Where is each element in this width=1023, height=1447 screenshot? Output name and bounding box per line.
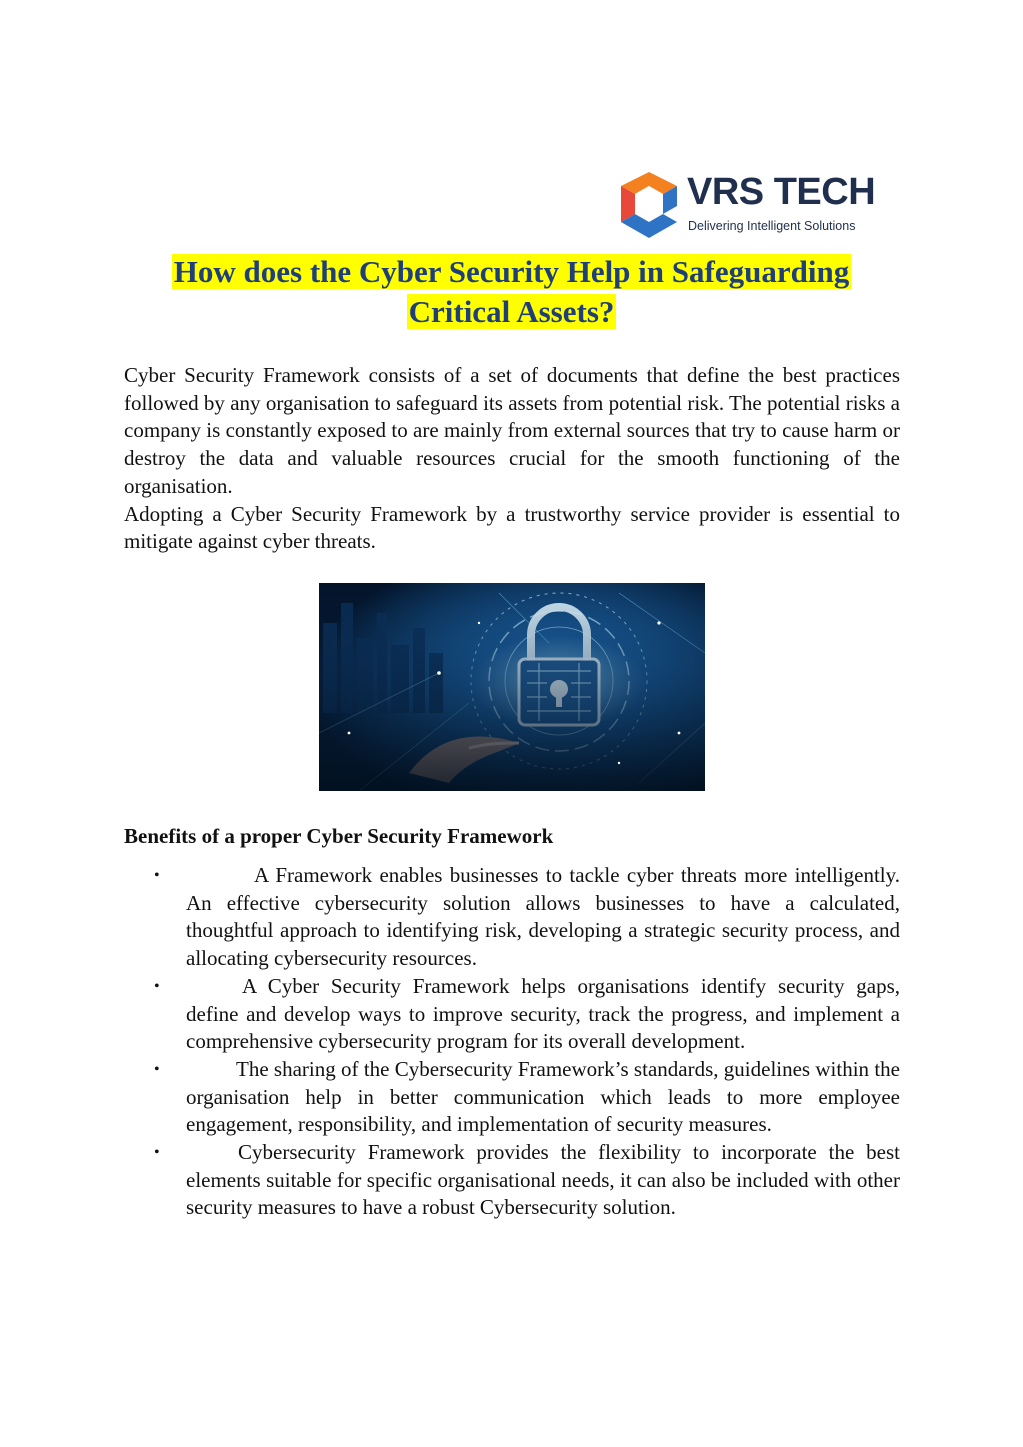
intro-paragraph-1: Cyber Security Framework consists of a set of documents that define the best practices followed by any organisation to safeguard its assets from potential risk. The potential risks a company is constantly exposed to are mainly from external sources that try to cause harm or destroy the data and valuable resources crucial for the smooth functioning of the organisation. — [124, 363, 900, 498]
list-item — [124, 973, 900, 1056]
benefits-list — [124, 862, 900, 1222]
list-item-text: Cybersecurity Framework provides the flexibility to incorporate the best elements suitable for specific organisational needs, it can also be included with other security measures to have a robust Cybersecurity solution. — [186, 1140, 900, 1220]
title-line-1: How does the Cyber Security Help in Safeguarding — [173, 254, 850, 289]
page-title — [100, 252, 923, 332]
bullet-icon: • — [154, 1060, 160, 1078]
list-item — [124, 1056, 900, 1139]
bullet-icon: • — [154, 867, 160, 884]
list-item-text: A Framework enables businesses to tackle cyber threats more intelligently. An effective cybersecurity solution allows businesses to have a calculated, thoughtful approach to identifying risk, developing a strategic security process, and allocating cybersecurity resources. — [186, 863, 900, 971]
logo-tagline: Delivering Intelligent Solutions — [688, 219, 856, 233]
hero-image — [319, 583, 705, 791]
padlock-circuit-icon — [319, 583, 705, 791]
list-item-text: A Cyber Security Framework helps organisations identify security gaps, define and develop ways to improve security, track the progress, and implement a comprehensive cybersecurity program for its overall development. — [186, 973, 900, 1054]
list-item-text: The sharing of the Cybersecurity Framework’s standards, guidelines within the organisation help in better communication which leads to more employee engagement, responsibility, and implementation of security measures. — [186, 1056, 900, 1137]
bullet-icon: • — [154, 977, 160, 995]
intro-paragraph-2: Adopting a Cyber Security Framework by a trustworthy service provider is essential to mitigate against cyber threats. — [124, 501, 900, 554]
company-logo — [617, 168, 887, 242]
list-item — [124, 1139, 900, 1222]
benefits-heading: Benefits of a proper Cyber Security Framework — [124, 824, 554, 848]
intro-section — [124, 362, 900, 556]
list-item — [124, 862, 900, 973]
title-line-2: Critical Assets? — [408, 294, 615, 329]
bullet-icon: • — [154, 1144, 160, 1162]
vrs-tech-logo-mark-icon — [617, 170, 681, 240]
logo-name: VRS TECH — [687, 171, 876, 213]
